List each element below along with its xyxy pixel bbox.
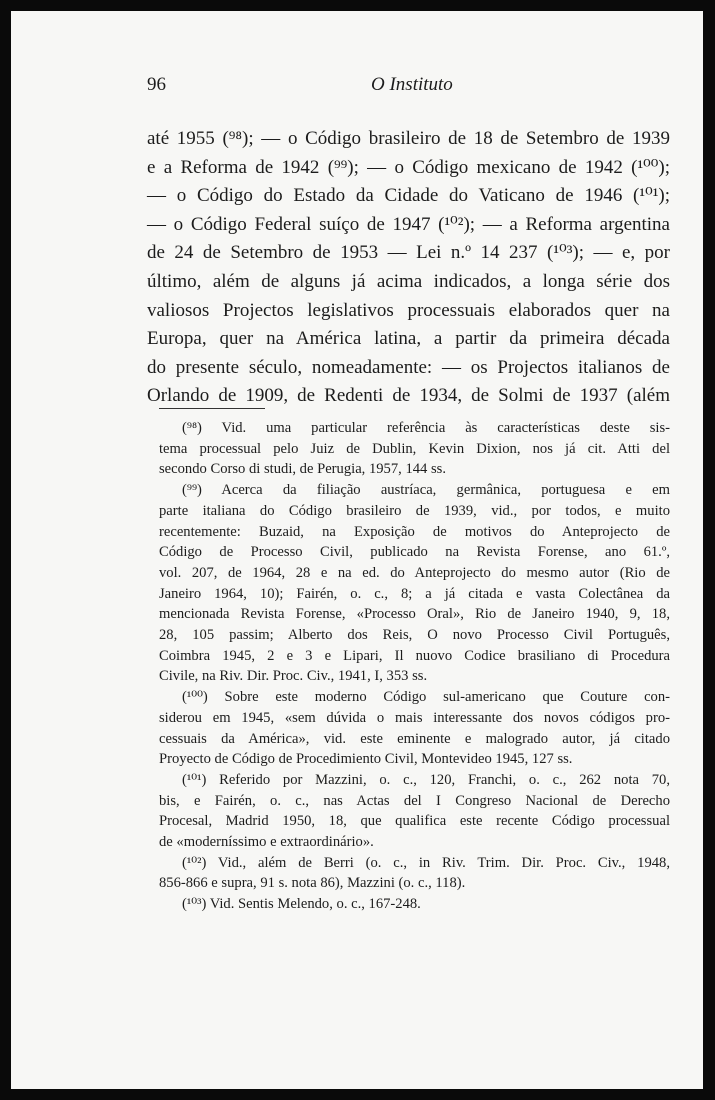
footnote-line: Código de Processo Civil, publicado na Revista Forense, ano 61.º, [159,544,670,561]
footnote-line: Coimbra 1945, 2 e 3 e Lipari, Il nuovo Codice brasiliano di Procedura [159,647,670,664]
footnote-line: mencionada Revista Forense, «Processo Oral», Rio de Janeiro 1940, 9, 18, [159,606,670,623]
footnote-line: secondo Corso di studi, de Perugia, 1957, 144 ss. [159,461,446,478]
footnote-line: 856-866 e supra, 91 s. nota 86), Mazzini (o. c., 118). [159,875,466,892]
footnote-line: cessuais da América», vid. este eminente e malogrado autor, já citado [159,730,670,747]
book-page [11,11,703,1089]
footnote-100 [159,687,670,770]
footnote-line: Proyecto de Código de Procedimiento Civil, Montevideo 1945, 127 ss. [159,751,573,768]
footnote-103 [159,894,670,915]
footnote-line: bis, e Fairén, o. c., nas Actas del I Congreso Nacional de Derecho [159,792,670,809]
footnote-line: de «moderníssimo e extraordinário». [159,834,374,851]
body-line: do presente século, nomeadamente: — os Projectos italianos de [147,356,670,378]
footnote-101 [159,770,670,853]
running-head [147,74,597,100]
footnote-line: vol. 207, de 1964, 28 e na ed. do Anteprojecto do mesmo autor (Rio de [159,564,670,581]
body-line: de 24 de Setembro de 1953 — Lei n.º 14 237 (¹⁰³); — e, por [147,242,670,264]
footnote-line: Civile, na Riv. Dir. Proc. Civ., 1941, I, 353 ss. [159,668,428,685]
footnote-line: (¹⁰¹) Referido por Mazzini, o. c., 120, Franchi, o. c., 262 nota 70, [182,771,670,788]
footnote-line: parte italiana do Código brasileiro de 1939, vid., por todos, e muito [159,502,670,519]
body-line: e a Reforma de 1942 (⁹⁹); — o Código mexicano de 1942 (¹⁰⁰); [147,156,670,178]
footnote-line: (¹⁰⁰) Sobre este moderno Código sul-americano que Couture con- [182,689,670,706]
body-line: último, além de alguns já acima indicados, a longa série dos [147,270,670,292]
footnote-line: tema processual pelo Juiz de Dublin, Kevin Dixion, nos já cit. Atti del [159,440,670,457]
footnote-line: Procesal, Madrid 1950, 18, que qualifica este recente Código processual [159,813,670,830]
page-number: 96 [147,74,166,95]
footnotes [159,418,670,915]
footnote-line: (¹⁰²) Vid., além de Berri (o. c., in Riv. Trim. Dir. Proc. Civ., 1948, [182,854,670,871]
footnote-line: siderou em 1945, «sem dúvida o mais interessante dos novos códigos pro- [159,709,670,726]
footnote-line: (⁹⁸) Vid. uma particular referência às características deste sis- [182,420,670,436]
body-line: Orlando de 1909, de Redenti de 1934, de Solmi de 1937 (além [147,385,670,407]
footnote-separator [159,408,265,409]
body-line: — o Código Federal suíço de 1947 (¹⁰²); — a Reforma argentina [147,213,670,235]
body-paragraph [147,125,670,411]
footnote-98 [159,418,670,480]
footnote-line: 28, 105 passim; Alberto dos Reis, O novo Processo Civil Português, [159,627,670,644]
running-title: O Instituto [371,74,453,95]
body-line: — o Código do Estado da Cidade do Vaticano de 1946 (¹⁰¹); [147,185,670,207]
body-line: Europa, quer na América latina, a partir da primeira década [147,328,670,350]
footnote-102 [159,853,670,894]
footnote-line: (⁹⁹) Acerca da filiação austríaca, germânica, portuguesa e em [182,482,670,499]
footnote-line: (¹⁰³) Vid. Sentis Melendo, o. c., 167-248. [182,896,421,913]
body-line: valiosos Projectos legislativos processuais elaborados quer na [147,299,670,321]
footnote-99 [159,480,670,687]
footnote-line: recentemente: Buzaid, na Exposição de motivos do Anteprojecto de [159,523,670,540]
footnote-line: Janeiro 1964, 10); Fairén, o. c., 8; a já citada e vasta Colectânea da [159,585,670,602]
body-line: até 1955 (⁹⁸); — o Código brasileiro de 18 de Setembro de 1939 [147,128,670,149]
